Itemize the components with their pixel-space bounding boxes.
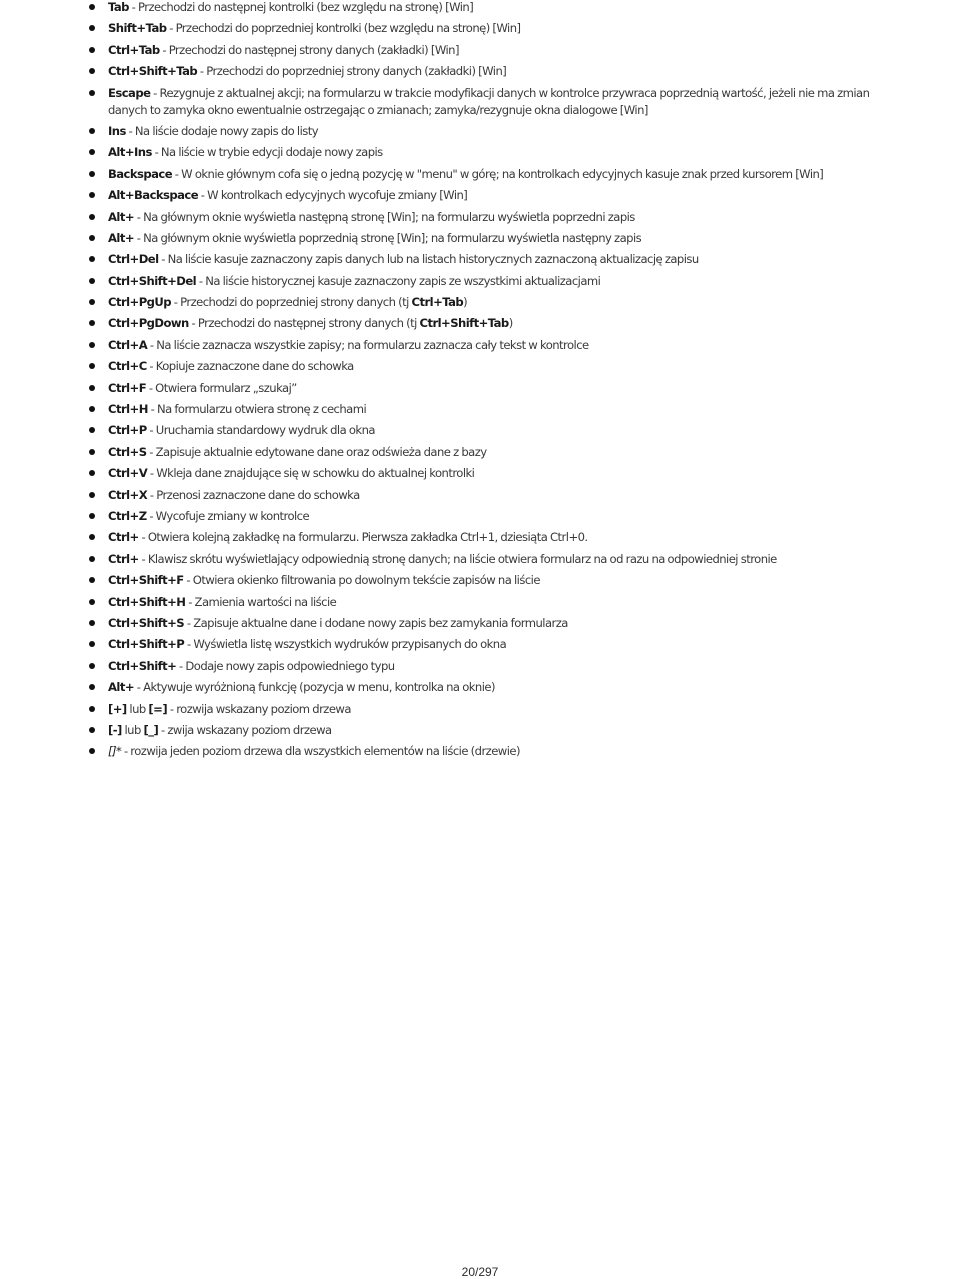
bullet-icon — [89, 149, 95, 155]
shortcut-description: - Przechodzi do poprzedniej strony danych (tj — [171, 295, 412, 310]
shortcut-keys: Ctrl+Tab — [108, 42, 160, 57]
shortcut-description: - Wyświetla listę wszystkich wydruków przypisanych do okna — [184, 637, 507, 652]
shortcut-description-tail: ) — [463, 295, 468, 310]
shortcut-keys: Ctrl+Shift+H — [108, 594, 186, 609]
list-item — [0, 487, 960, 504]
list-item — [0, 743, 960, 760]
list-item — [0, 636, 960, 653]
shortcut-keys: Ctrl+F — [108, 380, 147, 395]
bullet-icon — [89, 171, 95, 177]
shortcut-description: - Na liście kasuje zaznaczony zapis danych lub na listach historycznych zaznaczoną aktualizację zapisu — [158, 252, 699, 267]
list-item — [0, 529, 960, 546]
shortcut-keys: []* — [108, 744, 122, 759]
bullet-icon — [89, 90, 95, 96]
shortcut-keys: Ctrl+ — [108, 530, 139, 545]
shortcut-description: - Przechodzi do następnej strony danych (zakładki) [Win] — [159, 42, 459, 57]
bullet-icon — [89, 706, 95, 712]
shortcut-keys: Ctrl+Shift+P — [108, 637, 185, 652]
shortcut-keys: Ctrl+Del — [108, 252, 159, 267]
bullet-icon — [89, 4, 95, 10]
bullet-icon — [89, 25, 95, 31]
bullet-icon — [89, 278, 95, 284]
bullet-icon — [89, 235, 95, 241]
shortcut-description: - Otwiera okienko filtrowania po dowolnym tekście zapisów na liście — [183, 573, 540, 588]
bullet-icon — [89, 68, 95, 74]
list-item — [0, 551, 960, 568]
shortcut-keys: Backspace — [108, 166, 173, 181]
shortcut-description: - Klawisz skrótu wyświetlający odpowiednią stronę danych; na liście otwiera formularz na od razu na odpowiedniej stronie — [138, 551, 777, 566]
shortcut-keys: Alt+Ins — [108, 145, 152, 160]
shortcut-keys: Ctrl+PgUp — [108, 295, 172, 310]
list-item — [0, 615, 960, 632]
bullet-icon — [89, 534, 95, 540]
bullet-icon — [89, 427, 95, 433]
bullet-icon — [89, 620, 95, 626]
list-item — [0, 315, 960, 332]
bullet-icon — [89, 342, 95, 348]
shortcut-description: - Dodaje nowy zapis odpowiedniego typu — [176, 658, 395, 673]
list-item — [0, 166, 960, 183]
shortcut-inner-keys: Ctrl+Shift+Tab — [419, 316, 509, 331]
shortcut-keys: Ctrl+Shift+S — [108, 615, 185, 630]
list-item — [0, 187, 960, 204]
bullet-icon — [89, 748, 95, 754]
bullet-icon — [89, 128, 95, 134]
shortcut-description: - Wkleja dane znajdujące się w schowku do aktualnej kontrolki — [147, 466, 475, 481]
list-item — [0, 594, 960, 611]
list-item — [0, 85, 960, 119]
shortcut-keys: Ctrl+X — [108, 487, 148, 502]
list-item — [0, 144, 960, 161]
list-item — [0, 20, 960, 37]
bullet-icon — [89, 577, 95, 583]
shortcut-keys: Ctrl+C — [108, 359, 147, 374]
shortcut-description: - Przechodzi do następnej kontrolki (bez względu na stronę) [Win] — [128, 0, 474, 14]
shortcut-inner-keys: [_] — [143, 722, 159, 737]
shortcut-inner-keys: Ctrl+Tab — [411, 295, 464, 310]
shortcut-description: - Zapisuje aktualne dane i dodane nowy zapis bez zamykania formularza — [184, 615, 568, 630]
bullet-icon — [89, 320, 95, 326]
shortcut-description: - Rezygnuje z aktualnej akcji; na formularzu w trakcie modyfikacji danych w kontrolce przywraca poprzednią wartość, jeżeli nie ma zmian danych to zamyka okno ewentualnie ostrzegając o zmianach; zamyka/rezygnuje okna dialogowe [Win] — [108, 85, 870, 117]
list-item — [0, 422, 960, 439]
bullet-icon — [89, 513, 95, 519]
list-item — [0, 701, 960, 718]
list-item — [0, 508, 960, 525]
shortcut-keys: Ctrl+H — [108, 402, 148, 417]
list-item — [0, 230, 960, 247]
bullet-icon — [89, 663, 95, 669]
list-item — [0, 444, 960, 461]
shortcut-description: - Na liście historycznej kasuje zaznaczony zapis ze wszystkimi aktualizacjami — [196, 273, 601, 288]
bullet-icon — [89, 385, 95, 391]
list-item — [0, 273, 960, 290]
shortcut-keys: Ctrl+Shift+Tab — [108, 64, 198, 79]
shortcut-keys: Ctrl+ — [108, 551, 139, 566]
shortcut-keys: Tab — [108, 0, 129, 14]
shortcut-description-tail: ) — [508, 316, 513, 331]
shortcut-description: - Wycofuje zmiany w kontrolce — [146, 508, 310, 523]
shortcut-keys: Alt+Backspace — [108, 188, 199, 203]
shortcut-description: - Otwiera kolejną zakładkę na formularzu. Pierwsza zakładka Ctrl+1, dziesiąta Ctrl+0. — [138, 530, 588, 545]
bullet-icon — [89, 256, 95, 262]
shortcut-keys: Ctrl+S — [108, 444, 147, 459]
list-item — [0, 572, 960, 589]
shortcut-keys: Alt+ — [108, 209, 135, 224]
shortcut-description: - Przenosi zaznaczone dane do schowka — [147, 487, 360, 502]
shortcut-description: lub — [126, 701, 149, 716]
shortcut-keys: Ctrl+Z — [108, 508, 147, 523]
list-item — [0, 294, 960, 311]
shortcut-keys: Ctrl+Shift+F — [108, 573, 184, 588]
bullet-icon — [89, 406, 95, 412]
bullet-icon — [89, 47, 95, 53]
page-number: 20/297 — [461, 1265, 499, 1279]
list-item — [0, 401, 960, 418]
bullet-icon — [89, 599, 95, 605]
list-item — [0, 63, 960, 80]
shortcut-keys: Alt+ — [108, 680, 135, 695]
bullet-icon — [89, 363, 95, 369]
shortcut-description: - Aktywuje wyróżnioną funkcję (pozycja w menu, kontrolka na oknie) — [134, 680, 495, 695]
shortcut-description: - Na liście zaznacza wszystkie zapisy; na formularzu zaznacza cały tekst w kontrolce — [147, 337, 589, 352]
bullet-icon — [89, 299, 95, 305]
shortcut-description: - Zapisuje aktualnie edytowane dane oraz odświeża dane z bazy — [146, 444, 487, 459]
list-item — [0, 358, 960, 375]
shortcut-description: - Przechodzi do poprzedniej strony danych (zakładki) [Win] — [197, 64, 507, 79]
shortcut-description: - W kontrolkach edycyjnych wycofuje zmiany [Win] — [198, 188, 468, 203]
shortcut-description-tail: - zwija wskazany poziom drzewa — [158, 722, 332, 737]
list-item — [0, 251, 960, 268]
shortcut-keys: Ctrl+A — [108, 337, 148, 352]
shortcut-description: - Na liście w trybie edycji dodaje nowy zapis — [151, 145, 383, 160]
bullet-icon — [89, 214, 95, 220]
shortcut-description: - Na głównym oknie wyświetla następną stronę [Win]; na formularzu wyświetla poprzedni zapis — [134, 209, 635, 224]
list-item — [0, 42, 960, 59]
bullet-icon — [89, 192, 95, 198]
shortcut-keys: Ctrl+V — [108, 466, 148, 481]
shortcut-description: - Uruchamia standardowy wydruk dla okna — [146, 423, 375, 438]
shortcut-keys: Escape — [108, 85, 151, 100]
shortcut-description-tail: - rozwija wskazany poziom drzewa — [167, 701, 351, 716]
list-item — [0, 722, 960, 739]
shortcut-keys: [-] — [108, 722, 122, 737]
list-item — [0, 123, 960, 140]
list-item — [0, 209, 960, 226]
list-item — [0, 679, 960, 696]
bullet-icon — [89, 492, 95, 498]
shortcut-keys: Ins — [108, 123, 126, 138]
shortcut-description: lub — [121, 722, 144, 737]
shortcut-description: - Zamienia wartości na liście — [185, 594, 337, 609]
shortcut-description: - Kopiuje zaznaczone dane do schowka — [146, 359, 354, 374]
shortcut-keys: Alt+ — [108, 230, 135, 245]
shortcut-keys: Ctrl+Shift+ — [108, 658, 177, 673]
shortcut-description: - Przechodzi do poprzedniej kontrolki (bez względu na stronę) [Win] — [166, 21, 521, 36]
shortcut-inner-keys: [=] — [148, 701, 168, 716]
shortcut-keys: Ctrl+P — [108, 423, 147, 438]
shortcut-description: - Na formularzu otwiera stronę z cechami — [147, 402, 367, 417]
bullet-icon — [89, 556, 95, 562]
shortcut-description: - Na głównym oknie wyświetla poprzednią stronę [Win]; na formularzu wyświetla następny zapis — [134, 230, 642, 245]
shortcut-description: - Przechodzi do następnej strony danych (tj — [188, 316, 420, 331]
list-item — [0, 465, 960, 482]
shortcut-description: - Na liście dodaje nowy zapis do listy — [125, 123, 319, 138]
shortcut-description: - W oknie głównym cofa się o jedną pozycję w "menu" w górę; na kontrolkach edycyjnych kasuje znak przed kursorem [Win] — [172, 166, 824, 181]
shortcut-keys: Ctrl+Shift+Del — [108, 273, 197, 288]
bullet-icon — [89, 470, 95, 476]
shortcut-keys: Ctrl+PgDown — [108, 316, 189, 331]
shortcut-keys: [+] — [108, 701, 127, 716]
bullet-icon — [89, 727, 95, 733]
shortcut-description: - rozwija jeden poziom drzewa dla wszystkich elementów na liście (drzewie) — [121, 744, 520, 759]
list-item — [0, 0, 960, 16]
shortcut-description: - Otwiera formularz „szukaj” — [146, 380, 297, 395]
bullet-icon — [89, 449, 95, 455]
list-item — [0, 658, 960, 675]
list-item — [0, 337, 960, 354]
bullet-icon — [89, 641, 95, 647]
list-item — [0, 380, 960, 397]
bullet-icon — [89, 684, 95, 690]
shortcut-keys: Shift+Tab — [108, 21, 167, 36]
